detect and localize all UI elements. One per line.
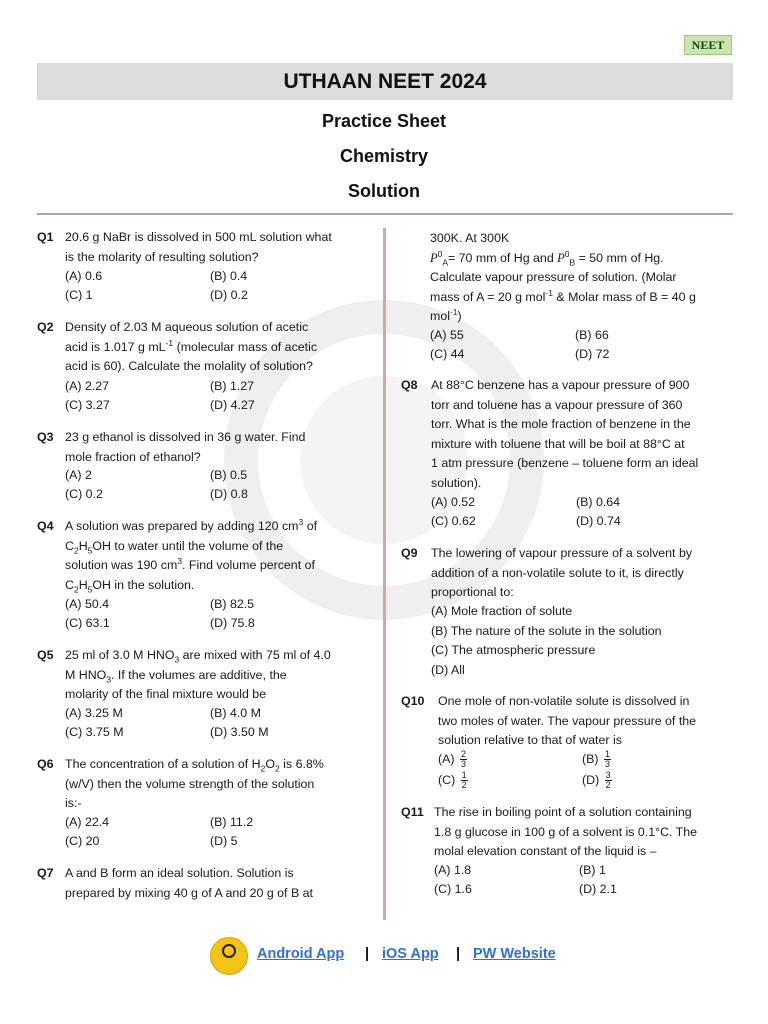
option-c[interactable]: (C) 20 (65, 834, 100, 848)
option-a[interactable]: (A) 1.8 (434, 863, 472, 877)
question-text: 23 g ethanol is dissolved in 36 g water. Find mole fraction of ethanol? (65, 430, 306, 464)
headset-icon (222, 944, 236, 958)
option-a[interactable]: (A) 2 (65, 468, 92, 482)
pw-website-link[interactable]: PW Website (473, 946, 556, 962)
question-number: Q1 (37, 230, 54, 244)
option-c[interactable]: (C) 1 (65, 288, 93, 302)
option-c[interactable]: (C) 0.2 (65, 487, 103, 501)
fraction: $\frac{2}{3}$ (460, 749, 466, 770)
subject-label: Chemistry (339, 146, 429, 166)
fraction: $\frac{3}{2}$ (605, 770, 611, 791)
question-number: Q3 (37, 430, 54, 444)
option-d[interactable]: (D) 3.50 M (210, 725, 269, 739)
question-text: 20.6 g NaBr is dissolved in 500 mL solution what is the molarity of resulting solution? (65, 230, 332, 264)
question-text: Density of 2.03 M aqueous solution of acetic acid is 1.017 g $mL^{-1}$ (molecular mass of acetic acid is 60). Calculate the molality of solution? (65, 320, 318, 373)
question-text: 300K. At 300K $P^0_A= 70$ mm of Hg and $P^0_B = 50$ mm of Hg. Calculate vapour pressure of solution. (Molar mass of A = 20 g mol$^{-1}$ & Molar mass of B = 40 g mol$^{-1}$) (430, 231, 696, 323)
option-c[interactable]: (C) 1.6 (434, 882, 472, 896)
footer-separator: | (456, 946, 461, 962)
option-c[interactable]: (C) The atmospheric pressure (431, 643, 596, 657)
footer-separator: | (365, 946, 370, 962)
option-b[interactable]: (B) 0.64 (576, 495, 621, 509)
option-b[interactable]: (B) 11.2 (210, 815, 254, 829)
question-text: A solution was prepared by adding 120 $cm^3$ of $C_2H_5OH$ to water until the volume of the solution was 190 $cm^3$. Find volume percent of $C_2H_5OH$ in the solution. (65, 516, 318, 594)
option-c[interactable]: (C) 0.62 (431, 514, 476, 528)
option-d[interactable]: (D) 5 (210, 834, 238, 848)
page-title: UTHAAN NEET 2024 (283, 70, 487, 93)
option-b[interactable]: (B) 1.27 (210, 379, 255, 393)
option-d[interactable]: (D) 2.1 (579, 882, 617, 896)
option-a[interactable]: (A) 2.27 (65, 379, 110, 393)
option-d[interactable]: (D) 4.27 (210, 398, 255, 412)
option-a[interactable]: (A) 0.6 (65, 269, 103, 283)
option-d[interactable]: (D) All (431, 663, 465, 677)
option-b[interactable]: (B) 66 (575, 328, 609, 342)
question-text: A and B form an ideal solution. Solution is prepared by mixing 40 g of A and 20 g of B at (65, 866, 313, 900)
question-number: Q7 (37, 866, 54, 880)
question-number: Q2 (37, 320, 54, 334)
topic-label: Solution (348, 181, 420, 201)
option-c[interactable]: (C) 3.75 M (65, 725, 124, 739)
option-d[interactable]: (D) 0.8 (210, 487, 248, 501)
option-b[interactable]: (B) $\frac{1}{3}$ (582, 749, 610, 770)
option-b[interactable]: (B) The nature of the solute in the solution (431, 624, 662, 638)
option-d[interactable]: (D) 0.74 (576, 514, 621, 528)
question-text: One mole of non-volatile solute is dissolved in two moles of water. The vapour pressure of the solution relative to that of water is (438, 694, 697, 747)
neet-badge: NEET (684, 35, 732, 55)
question-number: Q8 (401, 378, 418, 392)
option-b[interactable]: (B) 0.5 (210, 468, 248, 482)
option-a[interactable]: (A) 22.4 (65, 815, 110, 829)
question-text: The concentration of a solution of $H_2O_2$ is 6.8% (w/V) then the volume strength of the solution is:- (65, 757, 324, 810)
question-number: Q6 (37, 757, 54, 771)
option-c[interactable]: (C) 44 (430, 347, 465, 361)
question-text: The lowering of vapour pressure of a solvent by addition of a non-volatile solute to it, is directly proportional to: (431, 546, 693, 599)
question-number: Q5 (37, 648, 54, 662)
question-text: At 88°C benzene has a vapour pressure of 900 torr and toluene has a vapour pressure of 360 torr. What is the mole fraction of benzene in the mixture with toluene that will be boil at 88°C at 1 atm pressure (benzene – toluene form an ideal solution). (431, 378, 699, 490)
sheet-label: Practice Sheet (321, 111, 447, 131)
question-number: Q10 (401, 694, 425, 708)
option-b[interactable]: (B) 0.4 (210, 269, 248, 283)
question-text: 25 ml of 3.0 M $HNO_3$ are mixed with 75 ml of 4.0 M $HNO_3$. If the volumes are additive, the molarity of the final mixture would be (65, 648, 331, 701)
option-b[interactable]: (B) 1 (579, 863, 606, 877)
header-rule (37, 213, 733, 215)
option-c[interactable]: (C) 3.27 (65, 398, 110, 412)
option-a[interactable]: (A) $\frac{2}{3}$ (438, 749, 466, 770)
option-a[interactable]: (A) 0.52 (431, 495, 476, 509)
ios-app-link[interactable]: iOS App (382, 946, 439, 962)
option-b[interactable]: (B) 82.5 (210, 597, 255, 611)
android-app-link[interactable]: Android App (257, 946, 345, 962)
option-a[interactable]: (A) Mole fraction of solute (431, 604, 573, 618)
option-d[interactable]: (D) 72 (575, 347, 610, 361)
question-number: Q11 (401, 805, 424, 819)
option-d[interactable]: (D) $\frac{3}{2}$ (582, 770, 611, 791)
fraction: $\frac{1}{3}$ (604, 749, 610, 770)
fraction: $\frac{1}{2}$ (461, 770, 467, 791)
option-c[interactable]: (C) 63.1 (65, 616, 110, 630)
option-a[interactable]: (A) 3.25 M (65, 706, 123, 720)
option-b[interactable]: (B) 4.0 M (210, 706, 261, 720)
option-a[interactable]: (A) 55 (430, 328, 464, 342)
question-number: Q9 (401, 546, 418, 560)
question-text: The rise in boiling point of a solution containing 1.8 g glucose in 100 g of a solvent is 0.1°C. The molal elevation constant of the liquid is – (434, 805, 698, 858)
option-d[interactable]: (D) 75.8 (210, 616, 255, 630)
option-d[interactable]: (D) 0.2 (210, 288, 248, 302)
option-a[interactable]: (A) 50.4 (65, 597, 110, 611)
question-number: Q4 (37, 519, 54, 533)
column-divider (383, 228, 386, 920)
option-c[interactable]: (C) $\frac{1}{2}$ (438, 770, 467, 791)
